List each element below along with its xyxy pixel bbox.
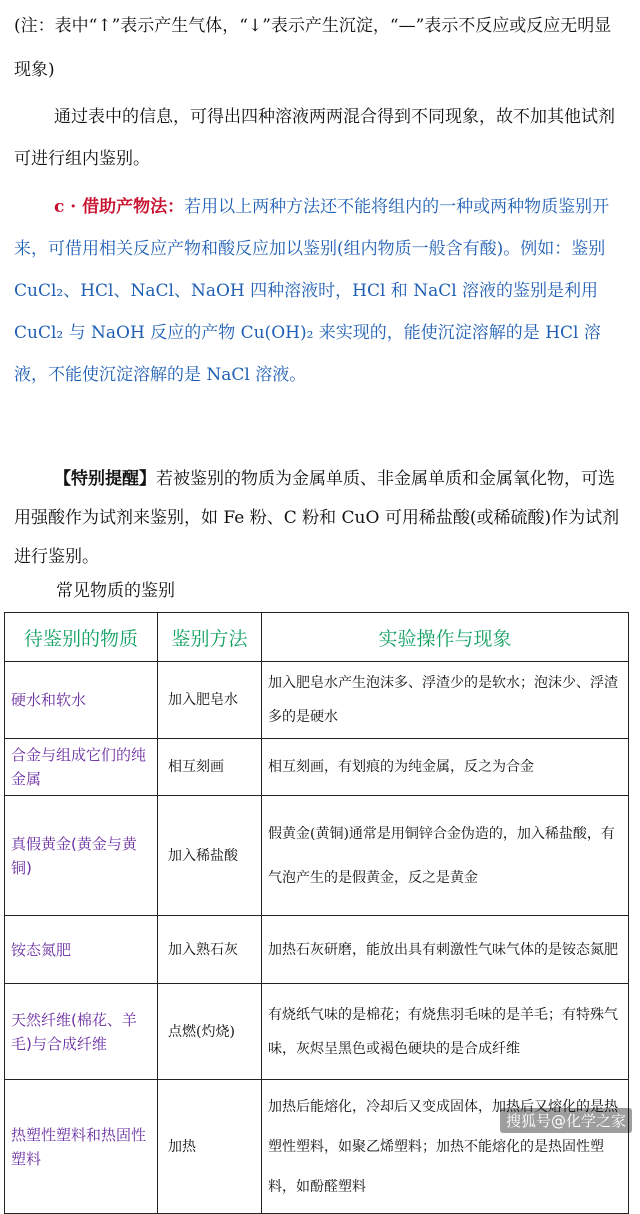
cell-substance: 硬水和软水 <box>5 662 158 739</box>
cell-detail: 相互刻画，有划痕的为纯金属，反之为合金 <box>262 739 629 796</box>
reminder-label: 【特别提醒】 <box>54 469 156 489</box>
table-row <box>5 662 629 739</box>
sohu-watermark: 搜狐号@化学之家 <box>500 1108 632 1133</box>
cell-substance: 铵态氮肥 <box>5 916 158 984</box>
cell-method: 相互刻画 <box>158 739 262 796</box>
method-label: c · 借助产物法： <box>54 197 185 217</box>
table-header-row <box>5 613 629 662</box>
header-operation: 实验操作与现象 <box>262 613 629 662</box>
cell-substance: 天然纤维(棉花、羊毛)与合成纤维 <box>5 984 158 1080</box>
reminder-text: 若被鉴别的物质为金属单质、非金属单质和金属氧化物，可选用强酸作为试剂来鉴别，如 Fe 粉、C 粉和 CuO 可用稀盐酸(或稀硫酸)作为试剂进行鉴别。 <box>14 469 620 567</box>
cell-detail: 假黄金(黄铜)通常是用铜锌合金伪造的，加入稀盐酸，有气泡产生的是假黄金，反之是黄金 <box>262 796 629 916</box>
table-row <box>5 739 629 796</box>
cell-substance: 真假黄金(黄金与黄铜) <box>5 796 158 916</box>
header-method: 鉴别方法 <box>158 613 262 662</box>
cell-method: 加热 <box>158 1080 262 1214</box>
table-row <box>5 916 629 984</box>
cell-detail: 有烧纸气味的是棉花；有烧焦羽毛味的是羊毛；有特殊气味，灰烬呈黑色或褐色硬块的是合成纤维 <box>262 984 629 1080</box>
cell-method: 加入熟石灰 <box>158 916 262 984</box>
table-row <box>5 1080 629 1214</box>
method-text: 若用以上两种方法还不能将组内的一种或两种物质鉴别开来，可借用相关反应产物和酸反应加以鉴别(组内物质一般含有酸)。例如：鉴别 CuCl₂、HCl、NaCl、NaOH 四种溶液时，HCl 和 NaCl 溶液的鉴别是利用 CuCl₂ 与 NaOH 反应的产物 Cu(OH)₂ 来实现的，能使沉淀溶解的是 HCl 溶液，不能使沉淀溶解的是 NaCl 溶液。 <box>14 197 610 385</box>
table-row <box>5 984 629 1080</box>
section-subtitle: 常见物质的鉴别 <box>56 581 175 601</box>
paragraph-special-reminder <box>14 460 620 577</box>
cell-detail: 加热后能熔化，冷却后又变成固体，加热后又熔化的是热塑性塑料，如聚乙烯塑料；加热不能熔化的是热固性塑料，如酚醛塑料 <box>262 1080 629 1214</box>
cell-method: 加入稀盐酸 <box>158 796 262 916</box>
cell-detail: 加热石灰研磨，能放出具有刺激性气味气体的是铵态氮肥 <box>262 916 629 984</box>
table-row <box>5 796 629 916</box>
cell-method: 加入肥皂水 <box>158 662 262 739</box>
cell-substance: 合金与组成它们的纯金属 <box>5 739 158 796</box>
paragraph-product-method <box>14 186 620 396</box>
header-substance: 待鉴别的物质 <box>5 613 158 662</box>
cell-detail: 加入肥皂水产生泡沫多、浮渣少的是软水；泡沫少、浮渣多的是硬水 <box>262 662 629 739</box>
paragraph-summary: 通过表中的信息，可得出四种溶液两两混合得到不同现象，故不加其他试剂可进行组内鉴别。 <box>14 107 615 169</box>
table-note: (注：表中“↑”表示产生气体，“↓”表示产生沉淀，“—”表示不反应或反应无明显现象) <box>14 16 612 80</box>
cell-method: 点燃(灼烧) <box>158 984 262 1080</box>
cell-substance: 热塑性塑料和热固性塑料 <box>5 1080 158 1214</box>
